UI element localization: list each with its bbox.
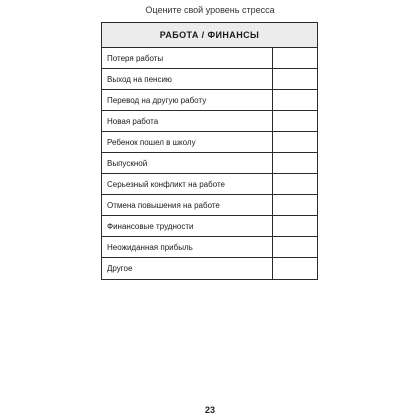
table-row	[102, 174, 317, 195]
score-cell[interactable]	[273, 90, 317, 110]
score-cell[interactable]	[273, 195, 317, 215]
table-row	[102, 90, 317, 111]
table-row	[102, 48, 317, 69]
table-row	[102, 153, 317, 174]
row-label: Выход на пенсию	[102, 69, 273, 89]
score-cell[interactable]	[273, 237, 317, 257]
table-row	[102, 258, 317, 279]
score-cell[interactable]	[273, 258, 317, 279]
table-heading: РАБОТА / ФИНАНСЫ	[102, 23, 317, 48]
row-label: Потеря работы	[102, 48, 273, 68]
table-row	[102, 69, 317, 90]
row-label: Новая работа	[102, 111, 273, 131]
table-row	[102, 132, 317, 153]
score-cell[interactable]	[273, 48, 317, 68]
row-label: Отмена повышения на работе	[102, 195, 273, 215]
row-label: Перевод на другую работу	[102, 90, 273, 110]
score-cell[interactable]	[273, 111, 317, 131]
score-cell[interactable]	[273, 216, 317, 236]
score-cell[interactable]	[273, 132, 317, 152]
stress-table	[101, 22, 318, 280]
score-cell[interactable]	[273, 153, 317, 173]
score-cell[interactable]	[273, 69, 317, 89]
table-row	[102, 216, 317, 237]
row-label: Серьезный конфликт на работе	[102, 174, 273, 194]
page-header: Оцените свой уровень стресса	[145, 5, 275, 15]
row-label: Другое	[102, 258, 273, 279]
row-label: Выпускной	[102, 153, 273, 173]
table-row	[102, 195, 317, 216]
score-cell[interactable]	[273, 174, 317, 194]
row-label: Неожиданная прибыль	[102, 237, 273, 257]
table-row	[102, 237, 317, 258]
table-row	[102, 111, 317, 132]
row-label: Финансовые трудности	[102, 216, 273, 236]
page-number: 23	[204, 405, 215, 415]
row-label: Ребенок пошел в школу	[102, 132, 273, 152]
